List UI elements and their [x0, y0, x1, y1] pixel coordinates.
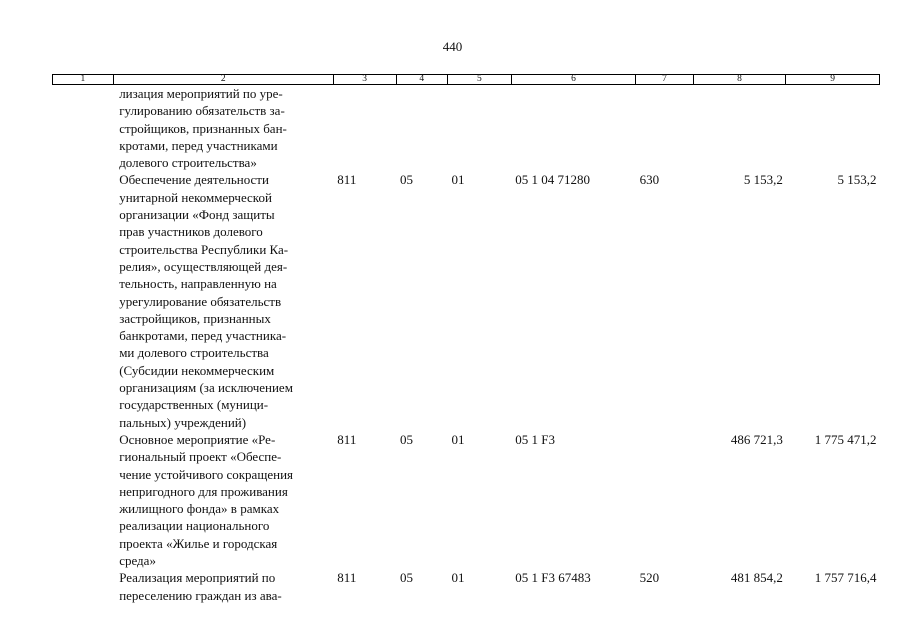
cell-amount-col-8	[693, 85, 786, 172]
cell-amount-col-8: 5 153,2	[743, 172, 783, 188]
cell-col-1	[53, 569, 114, 604]
cell-section: 05	[400, 431, 414, 447]
column-number-header: 9	[786, 75, 880, 85]
cell-expense-type	[636, 85, 694, 172]
description-line: стройщиков, признанных бан-	[119, 120, 287, 136]
description-line: жилищного фонда» в рамках	[119, 501, 280, 517]
cell-expense-type: 630	[639, 172, 660, 188]
cell-subsection: 01	[451, 172, 465, 188]
column-number-header: 8	[693, 75, 786, 85]
cell-target-article: 05 1 F3	[515, 431, 555, 447]
column-number-header: 7	[636, 75, 694, 85]
cell-expense-type	[636, 431, 694, 569]
description-line: урегулирование обязательств	[119, 293, 282, 309]
description-line: проекта «Жилье и городская	[119, 535, 278, 551]
row-description	[113, 85, 333, 172]
description-line: реализации национального	[119, 518, 270, 534]
page-number: 440	[442, 39, 463, 54]
cell-amount-col-8: 486 721,3	[730, 431, 783, 447]
description-line: релия», осуществляющей дея-	[119, 258, 288, 274]
description-line: организации «Фонд защиты	[119, 207, 275, 223]
cell-target-article	[511, 85, 635, 172]
description-line: непригодного для проживания	[119, 483, 288, 499]
cell-target-article: 05 1 04 71280	[515, 172, 590, 188]
description-line: пальных) учреждений)	[119, 414, 247, 430]
description-line: кротами, перед участниками	[119, 137, 278, 153]
description-line: государственных (муници-	[119, 397, 269, 413]
column-number-row	[53, 75, 880, 85]
cell-section	[396, 85, 447, 172]
cell-subsection: 01	[451, 431, 465, 447]
description-line: Основное мероприятие «Ре-	[119, 431, 276, 447]
description-line: организациям (за исключением	[119, 380, 293, 396]
cell-col-1	[53, 85, 114, 172]
column-number-header: 4	[396, 75, 447, 85]
column-number-header: 5	[447, 75, 511, 85]
description-line: Обеспечение деятельности	[119, 172, 269, 188]
description-line: лизация мероприятий по уре-	[119, 86, 283, 101]
cell-admin-code	[333, 85, 396, 172]
cell-amount-col-9	[786, 85, 880, 172]
column-number-header: 6	[511, 75, 635, 85]
cell-amount-col-8: 481 854,2	[730, 570, 783, 586]
table-body	[53, 85, 880, 604]
description-line: прав участников долевого	[119, 224, 263, 240]
cell-admin-code: 811	[337, 570, 357, 586]
cell-expense-type: 520	[639, 570, 660, 586]
cell-amount-col-9: 1 775 471,2	[814, 431, 877, 447]
description-line: тельность, направленную на	[119, 276, 277, 292]
cell-col-1	[53, 431, 114, 569]
description-line: унитарной некоммерческой	[119, 189, 272, 205]
cell-admin-code: 811	[337, 431, 357, 447]
description-line: долевого строительства»	[119, 155, 257, 171]
description-line: гиональный проект «Обеспе-	[119, 449, 282, 465]
column-number-header: 1	[53, 75, 114, 85]
cell-amount-col-9: 5 153,2	[837, 172, 877, 188]
cell-subsection	[447, 85, 511, 172]
budget-table	[52, 74, 880, 604]
cell-target-article: 05 1 F3 67483	[515, 570, 591, 586]
description-line: (Субсидии некоммерческим	[119, 362, 275, 378]
column-number-header: 2	[113, 75, 333, 85]
description-line: Реализация мероприятий по	[119, 570, 276, 586]
description-line: строительства Республики Ка-	[119, 241, 289, 257]
cell-admin-code: 811	[337, 172, 357, 188]
column-number-header: 3	[333, 75, 396, 85]
description-line: гулированию обязательств за-	[119, 103, 285, 119]
cell-amount-col-9: 1 757 716,4	[814, 570, 877, 586]
table-row	[53, 85, 880, 172]
row-description	[113, 171, 333, 430]
cell-col-1	[53, 171, 114, 430]
cell-section: 05	[400, 570, 414, 586]
row-description	[113, 569, 333, 604]
description-line: застройщиков, признанных	[119, 310, 271, 326]
description-line: среда»	[119, 553, 156, 569]
cell-subsection: 01	[451, 570, 465, 586]
table-row	[53, 431, 880, 569]
cell-section: 05	[400, 172, 414, 188]
description-line: ми долевого строительства	[119, 345, 269, 361]
description-line: чение устойчивого сокращения	[119, 466, 293, 482]
row-description	[113, 431, 333, 569]
description-line: переселению граждан из ава-	[119, 587, 282, 603]
table-row	[53, 569, 880, 604]
table-row	[53, 171, 880, 430]
description-line: банкротами, перед участника-	[119, 328, 287, 344]
